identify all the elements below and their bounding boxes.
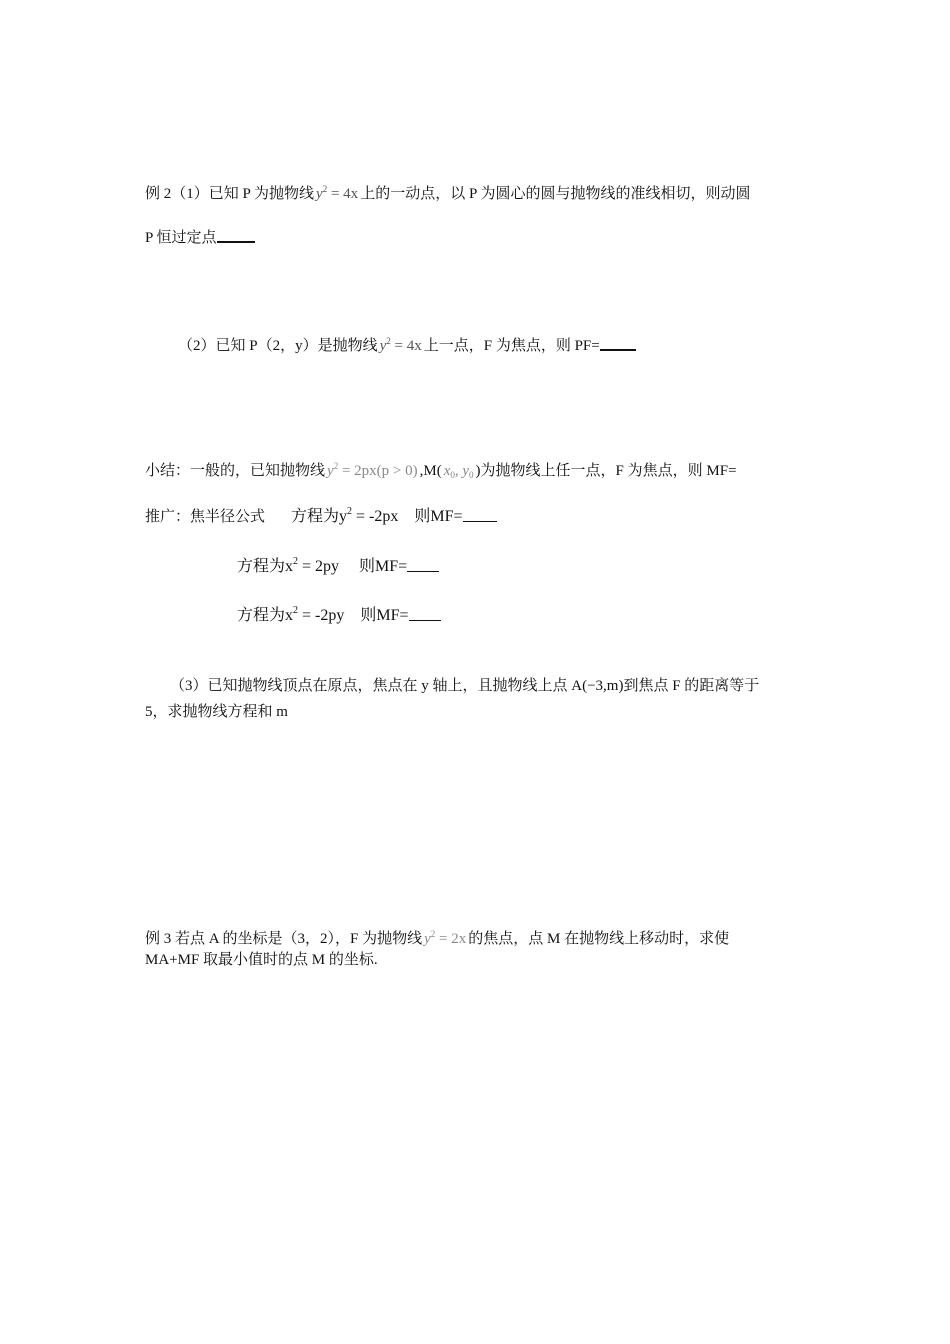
example-2-part-1-text: 例 2（1）已知 P 为抛物线: [145, 186, 315, 202]
example-2-part-1-question: P 恒过定点: [145, 230, 217, 246]
summary-line: [145, 455, 737, 486]
formula-result-label: 则MF=: [360, 607, 409, 624]
answer-blank: [217, 227, 255, 243]
summary-text: 小结：一般的，已知抛物线: [145, 463, 326, 479]
example-2-part-2-text-cont: 上一点，F 为焦点，则 PF=: [423, 338, 600, 354]
example-2-part-3-text-cont: 5，求抛物线方程和 m: [145, 704, 288, 720]
example-2-part-1-line-2: [145, 227, 255, 249]
example-2-part-2-line: [178, 330, 636, 357]
answer-blank: [600, 335, 636, 351]
answer-blank: [407, 557, 439, 572]
formula-result-label: 则MF=: [414, 508, 463, 525]
extension-label: 推广：焦半径公式: [145, 509, 266, 525]
example-3-question: MA+MF 取最小值时的点 M 的坐标.: [145, 952, 378, 968]
extension-line-3: [237, 600, 441, 627]
point-coordinates-x0-y0: $x_0$, $y_0$: [443, 463, 474, 480]
example-2-part-3-line-1: [170, 675, 759, 697]
summary-point-label: ,M(: [419, 463, 442, 479]
extension-line-1: [145, 501, 497, 528]
parabola-equation-y2-4x: $y^2 = 4x$: [316, 184, 359, 202]
example-3-text-cont: 的焦点，点 M 在抛物线上移动时，求使: [468, 931, 730, 947]
formula-x2-neg2py: 方程为$x^2 = -2py$: [237, 605, 345, 624]
extension-line-2: [237, 551, 439, 578]
formula-result-label: 则MF=: [359, 558, 408, 575]
example-2-part-2-text: （2）已知 P（2，y）是抛物线: [178, 338, 378, 354]
parabola-equation-y2-2x: $y^2 = 2x$: [424, 929, 467, 947]
answer-blank: [463, 507, 497, 522]
example-3-line-1: [145, 923, 729, 950]
formula-x2-2py: 方程为$x^2 = 2py$: [237, 556, 340, 575]
parabola-equation-y2-2px: $y^2 = 2px(p > 0)$: [327, 461, 418, 479]
example-2-part-1-line-1: [145, 178, 750, 205]
example-2-part-3-text: （3）已知抛物线顶点在原点，焦点在 y 轴上，且抛物线上点 A(−3,m)到焦点 F 的距离等于: [170, 678, 760, 694]
summary-text-cont: )为抛物线上任一点，F 为焦点，则 MF=: [475, 463, 737, 479]
example-3-line-2: [145, 949, 378, 971]
formula-y2-neg2px: 方程为$y^2 = -2px$: [291, 506, 399, 525]
answer-blank: [409, 606, 441, 621]
parabola-equation-y2-4x: $y^2 = 4x$: [379, 336, 422, 354]
example-2-part-3-line-2: [145, 701, 288, 723]
example-3-text: 例 3 若点 A 的坐标是（3，2），F 为抛物线: [145, 931, 423, 947]
example-2-part-1-text-cont: 上的一动点，以 P 为圆心的圆与抛物线的准线相切，则动圆: [360, 186, 751, 202]
